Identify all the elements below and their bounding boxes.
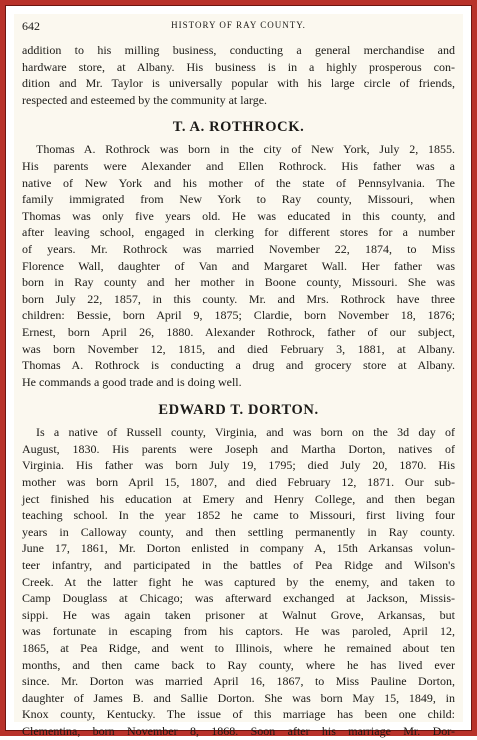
rothrock-paragraph xyxy=(22,141,455,390)
text-line: born July 22, 1857, in this county. Mr. and Mrs. Rothrock have three xyxy=(22,291,455,306)
text-line: June 17, 1861, Mr. Dorton enlisted in company A, 15th Arkansas volun- xyxy=(22,541,455,556)
text-line: of years. Mr. Rothrock was married November 22, 1874, to Miss xyxy=(22,241,455,256)
running-head xyxy=(22,19,455,35)
text-line: Florence Wall, daughter of Van and Margaret Wall. Her father was xyxy=(22,258,455,273)
text-line: since. Mr. Dorton was married April 16, 1867, to Miss Pauline Dorton, xyxy=(22,674,455,689)
text-line: He commands a good trade and is doing well. xyxy=(22,374,242,389)
intro-paragraph xyxy=(22,42,455,108)
text-line: months, and then came back to Ray county, where he has lived ever xyxy=(22,657,455,672)
text-line: ject finished his education at Emery and Henry College, and then began xyxy=(22,491,455,506)
text-line: Creek. At the latter fight he was captured by the enemy, and taken to xyxy=(22,574,455,589)
text-line: Ernest, born April 26, 1880. Alexander Rothrock, father of our subject, xyxy=(22,324,455,339)
text-line: Virginia. His father was born July 19, 1795; died July 20, 1870. His xyxy=(22,458,455,473)
running-title: HISTORY OF RAY COUNTY. xyxy=(171,20,306,30)
text-line: 1865, at Pea Ridge, and went to Illinois, where he remained about ten xyxy=(22,641,455,655)
text-line: Thomas was only five years old. He was educated in this county, and xyxy=(22,208,455,223)
text-line: sippi. He was again taken prisoner at Walnut Grove, Arkansas, but xyxy=(22,607,455,622)
text-line: addition to his milling business, conducting a general merchandise and xyxy=(22,43,455,57)
text-line: respected and esteemed by the community at large. xyxy=(22,92,268,107)
text-line: Camp Douglass at Chicago; was afterward exchanged at Jackson, Missis- xyxy=(22,591,455,606)
book-page xyxy=(14,14,463,738)
text-line: family immigrated from New York to Ray county, Missouri, when xyxy=(22,192,455,207)
text-line: Is a native of Russell county, Virginia, and was born on the 3d day of xyxy=(36,425,455,440)
text-line: August, 1830. His parents were Joseph and Martha Dorton, natives of xyxy=(22,441,455,456)
text-line: mother was born April 15, 1807, and died February 12, 1871. Our sub- xyxy=(22,475,455,490)
text-line: daughter of James B. and Sallie Dorton. She was born May 15, 1849, in xyxy=(22,690,455,705)
body-text xyxy=(22,42,455,740)
page-number: 642 xyxy=(22,19,40,33)
section-heading-dorton: EDWARD T. DORTON. xyxy=(158,402,319,419)
text-line: Knox county, Kentucky. The issue of this marriage has been one child: xyxy=(22,707,455,722)
text-line: dition and Mr. Taylor is universally popular with his large circle of friends, xyxy=(22,76,455,91)
text-line: Clementina, born November 8, 1868. Soon after his marriage Mr. Dor- xyxy=(22,723,455,738)
dorton-paragraph xyxy=(22,424,455,739)
text-line: born in Ray county and her mother in Boone county, Missouri. She was xyxy=(22,275,455,290)
text-line: Thomas A. Rothrock is conducting a drug and grocery store at Albany. xyxy=(22,358,455,373)
text-line: teaching school. In the year 1852 he came to Missouri, first living four xyxy=(22,508,455,523)
text-line: hardware store, at Albany. His business is in a highly prosperous con- xyxy=(22,59,455,74)
text-line: Thomas A. Rothrock was born in the city of New York, July 2, 1855. xyxy=(36,142,455,157)
text-line: after leaving school, engaged in clerking for different stores for a number xyxy=(22,225,455,240)
text-line: was born November 12, 1815, and died February 3, 1881, at Albany. xyxy=(22,341,455,356)
text-line: years in Calloway county, and then settling permanently in Ray county. xyxy=(22,524,455,539)
text-line: children: Bessie, born April 9, 1875; Clardie, born November 18, 1876; xyxy=(22,308,455,323)
text-line: native of New York and his mother of the state of Pennsylvania. The xyxy=(22,175,455,190)
text-line: His parents were Alexander and Ellen Rothrock. His father was a xyxy=(22,158,455,173)
text-line: was fortunate in escaping from his captors. He was paroled, April 12, xyxy=(22,624,455,639)
text-line: teer infantry, and participated in the battles of Pea Ridge and Wilson's xyxy=(22,558,455,573)
section-heading-rothrock: T. A. ROTHROCK. xyxy=(172,119,305,136)
